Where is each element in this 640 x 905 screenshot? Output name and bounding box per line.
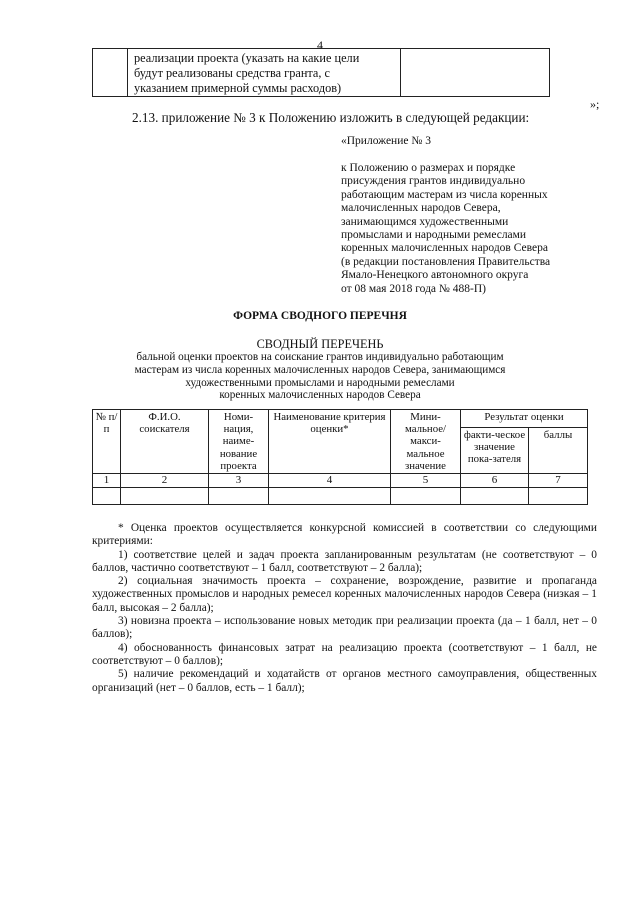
subtitle-line: мастерам из числа коренных малочисленных народов Севера, занимающимся	[134, 363, 506, 376]
annex-body	[341, 162, 591, 296]
annex-line: малочисленных народов Севера,	[341, 202, 501, 215]
annex-line: занимающимся художественными	[341, 215, 509, 228]
header-points: баллы	[529, 427, 588, 473]
page-number: 4	[317, 38, 323, 52]
header-nomination: Номи-нация, наиме-нование проекта	[209, 410, 269, 474]
description-line: реализации проекта (указать на какие цели	[134, 51, 360, 65]
note-paragraph: 3) новизна проекта – использование новых методик при реализации проекта (да – 1 балл, нет – 0 баллов);	[92, 615, 597, 641]
column-number: 4	[269, 474, 391, 488]
table-cell-value	[401, 49, 550, 97]
list-subtitle	[90, 351, 550, 402]
closing-quote: »;	[590, 97, 600, 111]
table-cell	[269, 488, 391, 505]
header-minmax: Мини-мальное/ макси-мальное значение	[391, 410, 461, 474]
subtitle-line: художественными промыслами и народными ремеслами	[185, 376, 455, 389]
header-criterion: Наименование критерия оценки*	[269, 410, 391, 474]
subtitle-line: бальной оценки проектов на соискание грантов индивидуально работающим	[136, 351, 504, 363]
form-title: ФОРМА СВОДНОГО ПЕРЕЧНЯ	[233, 310, 407, 322]
annex-line: присуждения грантов индивидуально	[341, 175, 526, 188]
table-cell	[391, 488, 461, 505]
column-number: 6	[461, 474, 529, 488]
annex-line: промыслами и народными ремеслами	[341, 229, 527, 242]
note-paragraph: 4) обоснованность финансовых затрат на реализацию проекта (соответствуют – 1 балл, не соответствуют – 0 баллов);	[92, 641, 597, 667]
list-title: СВОДНЫЙ ПЕРЕЧЕНЬ	[256, 337, 384, 351]
annex-line: коренных малочисленных народов Севера	[341, 242, 548, 255]
table-cell	[93, 488, 121, 505]
subtitle-line: коренных малочисленных народов Севера	[219, 389, 421, 402]
annex-line: (в редакции постановления Правительства	[341, 255, 551, 268]
table-cell-number	[93, 49, 128, 97]
note-paragraph: 5) наличие рекомендаций и ходатайств от органов местного самоуправления, общественных организаций (нет – 0 баллов, есть – 1 балл);	[92, 668, 597, 694]
annex-line: от 08 мая 2018 года № 488-П)	[341, 282, 486, 295]
table-cell-description	[128, 49, 401, 97]
annex-title: «Приложение № 3	[341, 135, 431, 147]
annex-line: Ямало-Ненецкого автономного округа	[341, 269, 529, 282]
column-number: 1	[93, 474, 121, 488]
criteria-notes	[92, 522, 597, 695]
note-paragraph: 2) социальная значимость проекта – сохранение, возрождение, развитие и пропаганда художественных промыслов и народных ремесел коренных малочисленных народов Севера (низкая – 1 балл, высокая – 2 балла);	[92, 575, 597, 614]
continuation-table	[92, 48, 550, 97]
description-line: будут реализованы средства гранта, с	[134, 66, 330, 80]
description-line: указанием примерной суммы расходов)	[134, 81, 342, 95]
note-paragraph: 1) соответствие целей и задач проекта запланированным результатам (не соответствуют – 0 баллов, частично соответствуют – 1 балл, соответствуют – 2 балла);	[92, 548, 597, 574]
column-number: 5	[391, 474, 461, 488]
column-number: 2	[121, 474, 209, 488]
table-cell	[529, 488, 588, 505]
column-number: 7	[529, 474, 588, 488]
note-paragraph: * Оценка проектов осуществляется конкурсной комиссией в соответствии со следующими критериями:	[92, 522, 597, 548]
table-cell	[121, 488, 209, 505]
column-number: 3	[209, 474, 269, 488]
table-cell	[461, 488, 529, 505]
annex-line: к Положению о размерах и порядке	[341, 162, 516, 174]
annex-line: работающим мастерам из числа коренных	[341, 188, 548, 201]
header-actual-value: факти-ческое значение пока-зателя	[461, 427, 529, 473]
item-2-13: 2.13. приложение № 3 к Положению изложить в следующей редакции:	[132, 110, 530, 125]
summary-table	[92, 409, 588, 505]
header-fio: Ф.И.О. соискателя	[121, 410, 209, 474]
header-result: Результат оценки	[461, 410, 588, 428]
header-number: № п/п	[93, 410, 121, 474]
table-cell	[209, 488, 269, 505]
